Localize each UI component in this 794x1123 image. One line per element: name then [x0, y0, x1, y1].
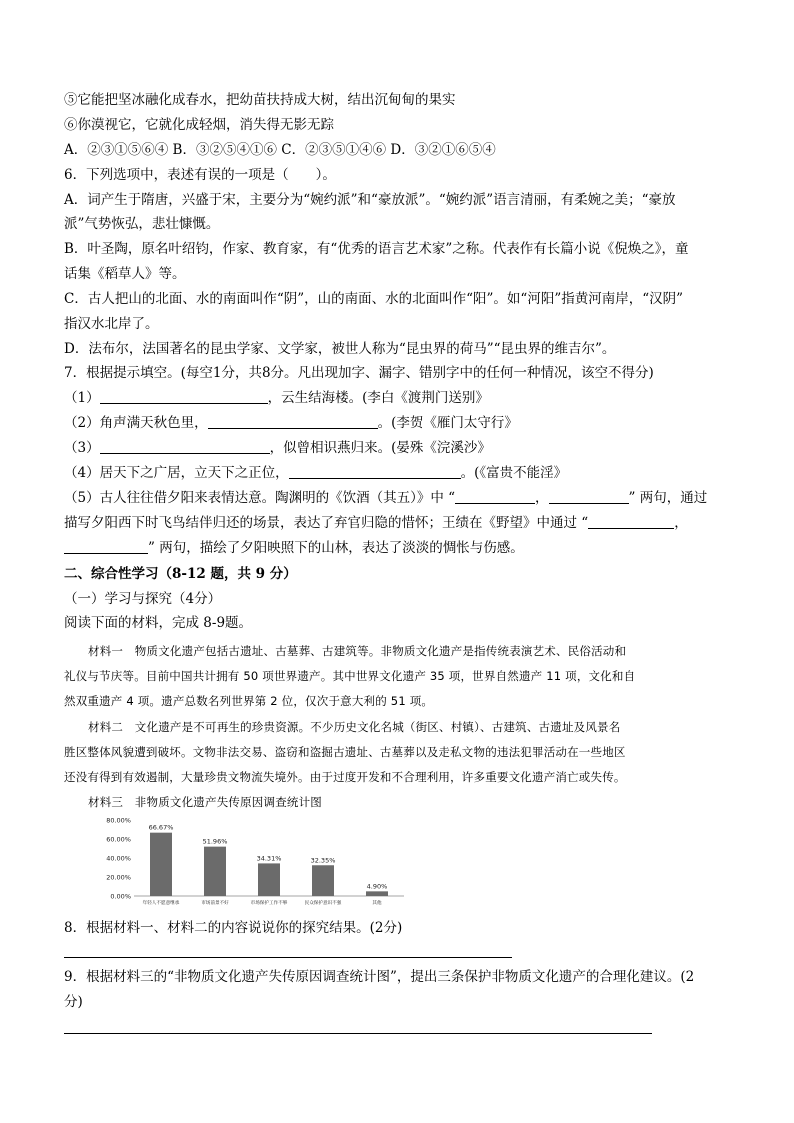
category-label: 年轻人不愿意继承: [142, 901, 180, 906]
answer-options: A．②③①⑤⑥④ B．③②⑤④①⑥ C．②③⑤①④⑥ D．③②①⑥⑤④: [64, 142, 496, 158]
bar-value-label: 4.90%: [366, 882, 388, 891]
q7-item-5-line1: （5）古人往往借夕阳来表情达意。陶渊明的《饮酒（其五）》中 “ ， ” 两句，通过: [64, 490, 708, 506]
y-tick-label: 0.00%: [110, 892, 131, 901]
q6-option-c-line2: 指汉水北岸了。: [64, 316, 159, 332]
answer-blank[interactable]: [588, 514, 674, 529]
q6-option-c-line1: C．古人把山的北面、水的南面叫作“阴”，山的南面、水的北面叫作“阳”。如“河阳”指黄河南岸，“汉阴”: [64, 291, 684, 307]
answer-blank[interactable]: [100, 439, 270, 454]
material-2-line1: 材料二 文化遗产是不可再生的珍贵资源。不少历史文化名城（街区、村镇）、古建筑、古遗址及风景名: [88, 720, 621, 734]
section-2-heading: 二、综合性学习（8-12 题，共 9 分）: [64, 566, 297, 582]
q6-option-d: D．法布尔，法国著名的昆虫学家、文学家，被世人称为“昆虫界的荷马”“昆虫界的维吉尔”。: [64, 341, 616, 357]
question-9-line1: 9．根据材料三的“非物质文化遗产失传原因调查统计图”，提出三条保护非物质文化遗产的合理化建议。(2: [64, 969, 695, 985]
bar: [150, 833, 172, 896]
bar-value-label: 32.35%: [310, 856, 336, 865]
material-1-line2: 礼仪与节庆等。目前中国共计拥有 50 项世界遗产。其中世界文化遗产 35 项，世界自然遗产 11 项，文化和自: [64, 669, 636, 683]
answer-blank[interactable]: [64, 539, 148, 554]
sentence-6: ⑥你漠视它，它就化成轻烟，消失得无影无踪: [64, 117, 334, 133]
subsection-1-heading: （一）学习与探究（4分）: [64, 591, 222, 607]
bar: [258, 863, 280, 896]
answer-blank[interactable]: [100, 389, 268, 404]
material-1-line1: 材料一 物质文化遗产包括古遗址、古墓葬、古建筑等。非物质文化遗产是指传统表演艺术、民俗活动和: [88, 644, 627, 658]
bar-value-label: 34.31%: [256, 854, 282, 863]
answer-line-q8[interactable]: [64, 957, 512, 958]
q6-option-a-line1: A．词产生于隋唐，兴盛于宋，主要分为“婉约派”和“豪放派”。“婉约派”语言清丽，有柔婉之美；“豪放: [64, 192, 676, 208]
bar: [366, 891, 388, 896]
q7-item-5-line2: 描写夕阳西下时飞鸟结伴归还的场景，表达了弃官归隐的惜怀；王绩在《野望》中通过 “ ，: [64, 515, 688, 531]
answer-blank[interactable]: [549, 489, 629, 504]
material-1-line3: 然双重遗产 4 项。遗产总数名列世界第 2 位，仅次于意大利的 51 项。: [64, 694, 434, 708]
question-6: 6．下列选项中，表述有误的一项是（ ）。: [64, 167, 336, 183]
q7-item-2: （2）角声满天秋色里， 。(李贺《雁门太守行》: [64, 415, 518, 431]
q7-item-3: （3） ，似曾相识燕归来。(晏殊《浣溪沙》: [64, 440, 491, 456]
y-tick-label: 40.00%: [106, 854, 131, 863]
q7-item-5-line3: ” 两句，描绘了夕阳映照下的山林，表达了淡淡的惆怅与伤感。: [64, 539, 524, 557]
q6-option-b-line2: 话集《稻草人》等。: [64, 266, 186, 282]
bar: [312, 865, 334, 896]
q7-item-4: （4）居天下之广居，立天下之正位， 。(《富贵不能淫》: [64, 465, 568, 481]
y-tick-label: 80.00%: [106, 816, 131, 825]
failure-causes-bar-chart: [98, 812, 408, 912]
answer-blank[interactable]: [455, 489, 535, 504]
answer-line-q9[interactable]: [64, 1033, 652, 1034]
y-tick-label: 60.00%: [106, 835, 131, 844]
reading-instruction: 阅读下面的材料，完成 8-9题。: [64, 615, 253, 631]
sentence-5: ⑤它能把坚冰融化成春水，把幼苗扶持成大树，结出沉甸甸的果实: [64, 92, 456, 108]
question-7: 7．根据提示填空。(每空1分，共8分。凡出现加字、漏字、错别字中的任何一种情况，该空不得分): [64, 365, 654, 381]
bar-value-label: 66.67%: [148, 823, 174, 832]
y-tick-label: 20.00%: [106, 873, 131, 882]
category-label: 市场保护工作不够: [250, 901, 288, 906]
category-label: 其他: [372, 901, 382, 906]
bar-value-label: 51.96%: [202, 837, 228, 846]
material-2-line3: 还没有得到有效遏制，大量珍贵文物流失境外。由于过度开发和不合理利用，许多重要文化遗产消亡或失传。: [64, 770, 626, 784]
category-label: 民众保护意识不强: [304, 901, 342, 906]
answer-blank[interactable]: [208, 414, 378, 429]
question-9-line2: 分): [64, 994, 83, 1010]
q6-option-a-line2: 派”气势恢弘，悲壮慷慨。: [64, 216, 220, 232]
answer-blank[interactable]: [289, 464, 461, 479]
material-2-line2: 胜区整体风貌遭到破坏。文物非法交易、盗窃和盗掘古遗址、古墓葬以及走私文物的违法犯罪活动在一些地区: [64, 745, 626, 759]
q6-option-b-line1: B．叶圣陶，原名叶绍钧，作家、教育家，有“优秀的语言艺术家”之称。代表作有长篇小说《倪焕之》，童: [64, 241, 689, 257]
q7-item-1: （1） ，云生结海楼。(李白《渡荆门送别》: [64, 390, 489, 406]
question-8: 8．根据材料一、材料二的内容说说你的探究结果。(2分): [64, 920, 403, 936]
material-3-title: 材料三 非物质文化遗产失传原因调查统计图: [88, 795, 322, 809]
bar: [204, 847, 226, 896]
category-label: 市场前景不好: [201, 901, 229, 906]
